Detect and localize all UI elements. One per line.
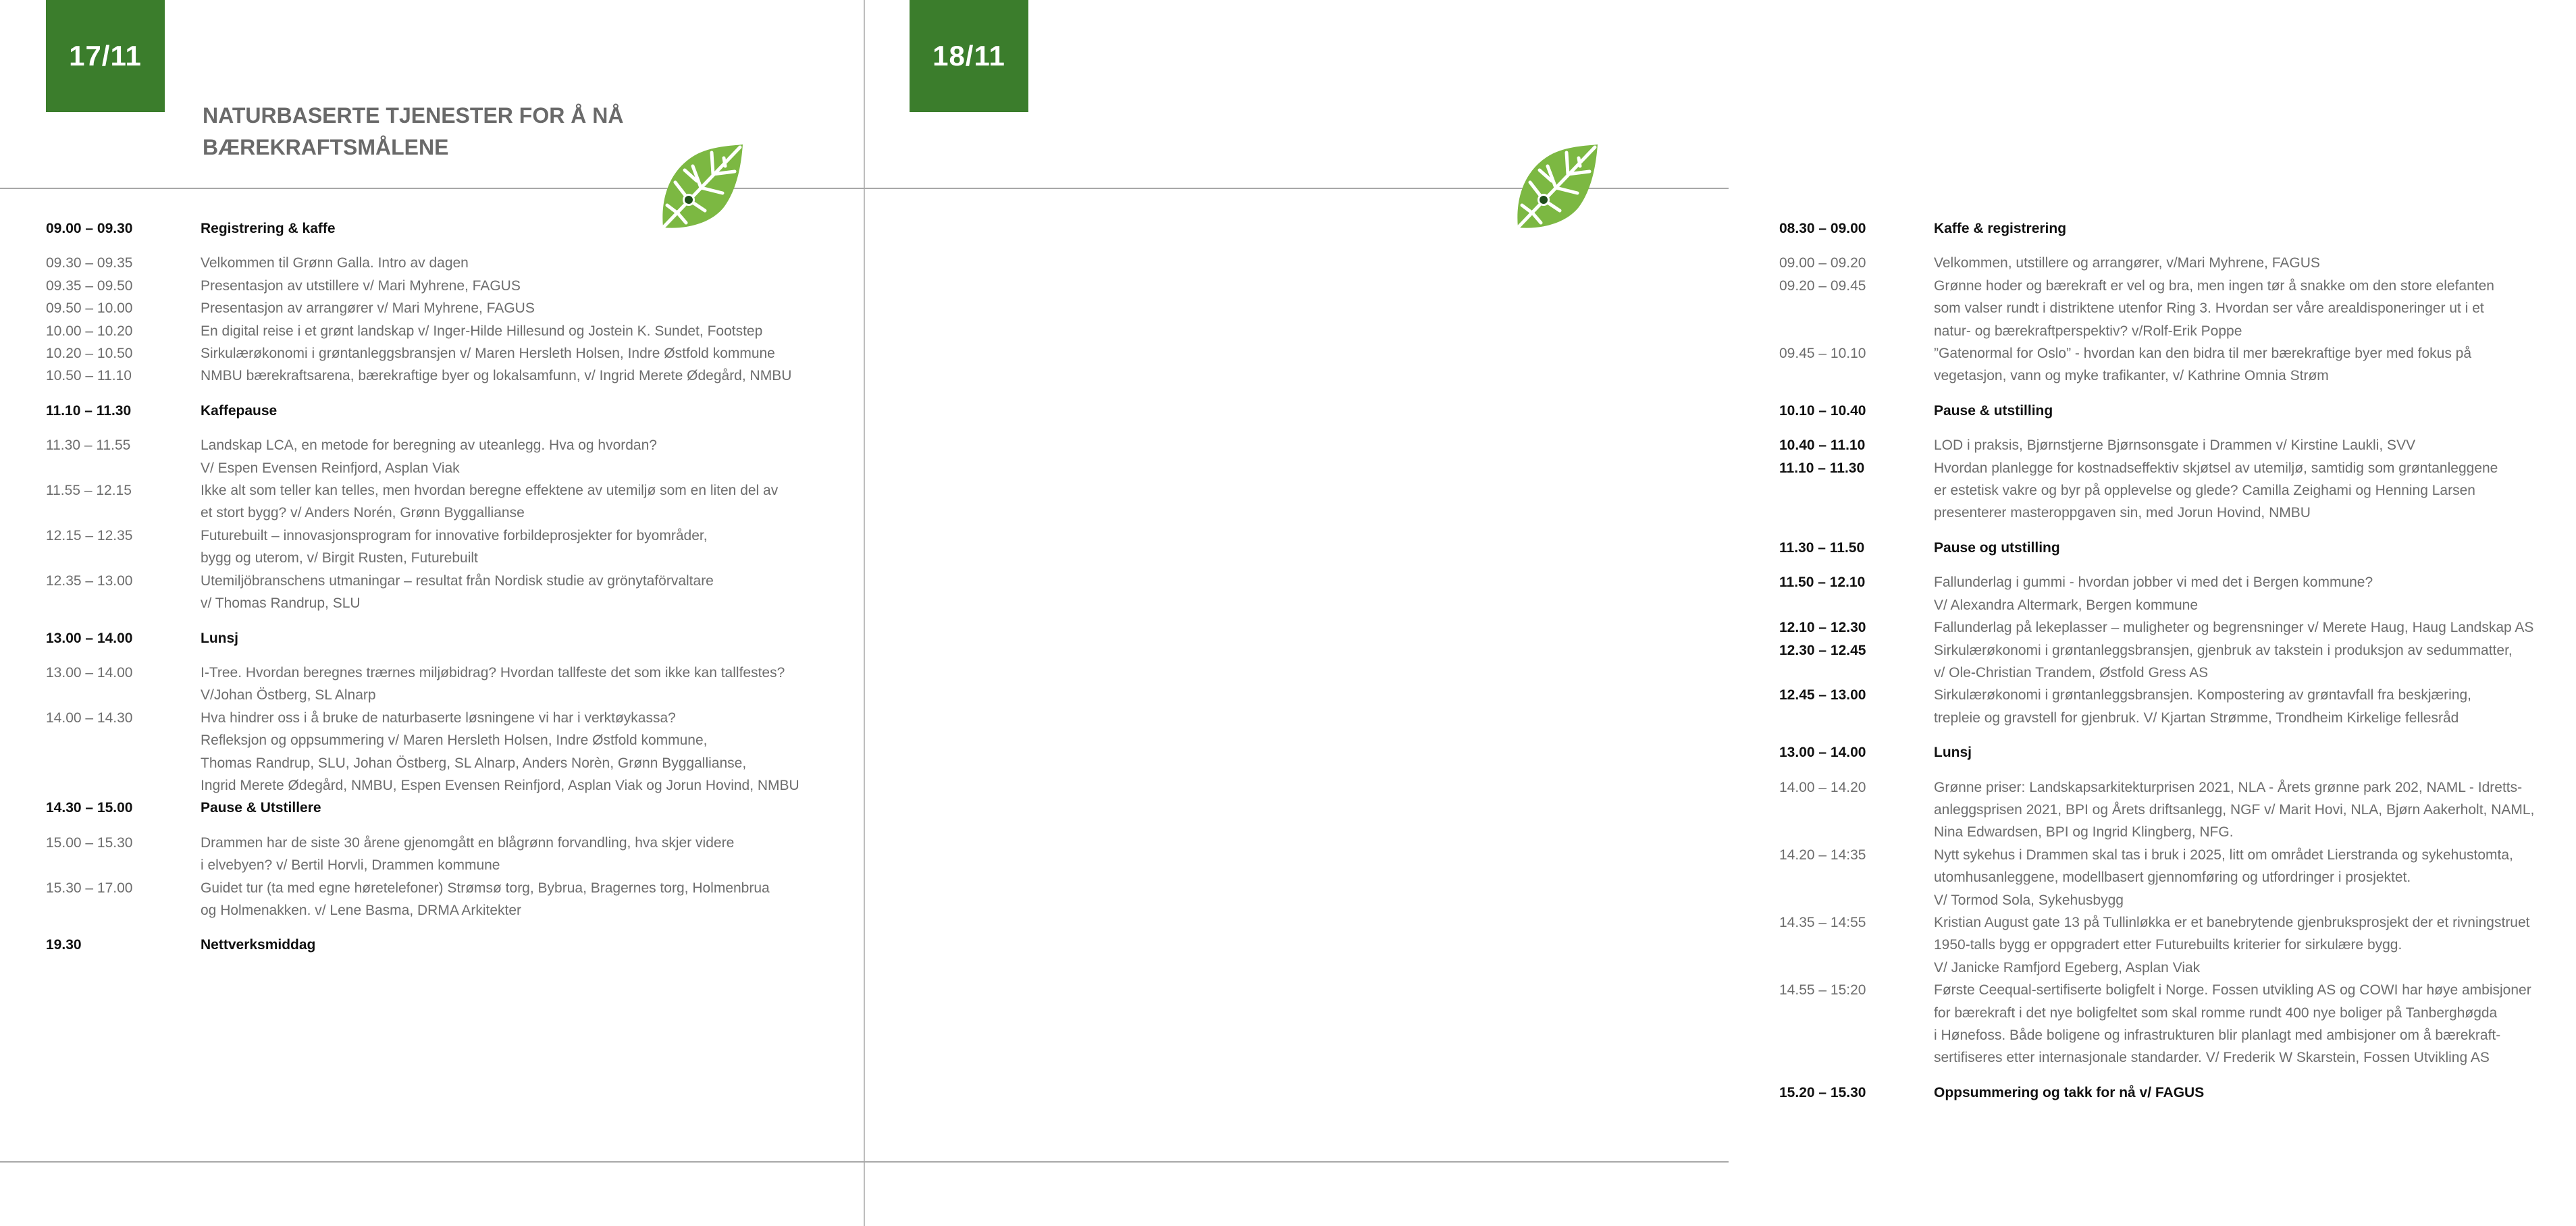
schedule-description — [1934, 434, 2576, 456]
schedule-time: 14.30 – 15.00 — [46, 800, 133, 816]
description-line: En digital reise i et grønt landskap v/ Inger-Hilde Hillesund og Jostein K. Sundet, Footstep — [201, 323, 763, 339]
title-line: NATURBASERTE TJENESTER FOR Å NÅ — [203, 103, 624, 128]
description-line: V/ Espen Evensen Reinfjord, Asplan Viak — [201, 460, 460, 476]
schedule-time: 09.45 – 10.10 — [1779, 346, 1866, 362]
schedule-section-row — [46, 627, 829, 649]
schedule-description — [1934, 684, 2576, 729]
description-line: Sirkulærøkonomi i grøntanleggsbransjen v/ Maren Hersleth Holsen, Indre Østfold kommune — [201, 346, 775, 362]
schedule-row — [46, 434, 829, 479]
schedule-row — [1779, 616, 2576, 639]
schedule-description — [201, 275, 829, 297]
schedule-time: 15.20 – 15.30 — [1779, 1084, 1866, 1100]
schedule-section-row — [1779, 537, 2576, 559]
schedule-row — [46, 320, 829, 342]
description-line: Hva hindrer oss i å bruke de naturbaserte løsningene vi har i verktøykassa? — [201, 710, 676, 726]
description-line: utomhusanleggene, modellbasert gjennomføring og utfordringer i prosjektet. — [1934, 870, 2411, 886]
schedule-time: 09.00 – 09.30 — [46, 221, 133, 236]
schedule-section-row — [1779, 217, 2576, 240]
schedule-time: 11.55 – 12.15 — [46, 483, 132, 499]
schedule-description — [1934, 457, 2576, 525]
schedule-description — [201, 320, 829, 342]
schedule-description — [1934, 616, 2576, 639]
schedule-description — [1934, 741, 2576, 764]
description-line: 1950-talls bygg er oppgradert etter Futurebuilts kriterier for sirkulære bygg. — [1934, 937, 2402, 953]
schedule-row — [46, 662, 829, 707]
schedule-description — [201, 365, 829, 387]
description-line: Velkommen til Grønn Galla. Intro av dagen — [201, 255, 469, 271]
schedule-description — [1934, 979, 2576, 1069]
schedule-row — [46, 342, 829, 365]
schedule-row — [46, 525, 829, 570]
leaf-icon — [1513, 143, 1600, 231]
schedule-description — [201, 525, 829, 570]
schedule-row — [1779, 457, 2576, 525]
schedule-time: 14.55 – 15:20 — [1779, 982, 1866, 998]
schedule-time: 12.30 – 12.45 — [1779, 642, 1866, 658]
schedule-description — [1934, 342, 2576, 388]
description-line: Refleksjon og oppsummering v/ Maren Hersleth Holsen, Indre Østfold kommune, — [201, 732, 708, 749]
schedule-section-row — [46, 934, 829, 956]
leaf-icon — [658, 143, 745, 231]
schedule-row — [46, 252, 829, 274]
date-tab-right: 18/11 — [910, 0, 1028, 112]
description-line: Pause og utstilling — [1934, 539, 2060, 556]
schedule-left — [46, 217, 829, 969]
description-line: Velkommen, utstillere og arrangører, v/Mari Myhrene, FAGUS — [1934, 255, 2320, 271]
description-line: anleggsprisen 2021, BPI og Årets driftsanlegg, NGF v/ Marit Hovi, NLA, Bjørn Aakerholt, NAML, — [1934, 801, 2535, 818]
description-line: Grønne priser: Landskapsarkitekturprisen 2021, NLA - Årets grønne park 202, NAML - Idretts- — [1934, 779, 2523, 795]
schedule-time: 09.20 – 09.45 — [1779, 277, 1866, 294]
description-line: Futurebuilt – innovasjonsprogram for innovative forbildeprosjekter for byområder, — [201, 527, 708, 543]
schedule-time: 14.35 – 14:55 — [1779, 914, 1866, 930]
schedule-time: 12.15 – 12.35 — [46, 527, 133, 543]
schedule-description — [201, 400, 829, 422]
description-line: Kaffe & registrering — [1934, 221, 2067, 236]
schedule-time: 10.40 – 11.10 — [1779, 437, 1866, 454]
schedule-section-row — [46, 797, 829, 819]
schedule-time: 13.00 – 14.00 — [46, 664, 133, 681]
schedule-right — [1779, 217, 2576, 1116]
schedule-description — [201, 297, 829, 319]
schedule-time: 10.10 – 10.40 — [1779, 402, 1866, 419]
description-line: Første Ceequal-sertifiserte boligfelt i Norge. Fossen utvikling AS og COWI har høye ambisjoner — [1934, 982, 2531, 998]
schedule-description — [201, 832, 829, 877]
schedule-description — [1934, 639, 2576, 685]
schedule-time: 11.30 – 11.55 — [46, 437, 131, 454]
schedule-row — [46, 877, 829, 922]
description-line: Fallunderlag på lekeplasser – muligheter og begrensninger v/ Merete Haug, Haug Landskap AS — [1934, 620, 2534, 636]
schedule-description — [1934, 275, 2576, 342]
description-line: Lunsj — [1934, 745, 1972, 761]
schedule-row — [1779, 639, 2576, 685]
schedule-description — [201, 797, 829, 819]
divider-bottom — [864, 1161, 1729, 1163]
schedule-time: 11.10 – 11.30 — [46, 402, 132, 419]
description-line: Drammen har de siste 30 årene gjenomgått en blågrønn forvandling, hva skjer videre — [201, 834, 735, 851]
schedule-description — [1934, 217, 2576, 240]
description-line: Nytt sykehus i Drammen skal tas i bruk i 2025, litt om området Lierstranda og sykehustomta, — [1934, 847, 2513, 863]
description-line: som valser rundt i distriktene utenfor Ring 3. Hvordan ser våre arealdisponeringer ut i et — [1934, 300, 2484, 317]
schedule-row — [46, 479, 829, 525]
description-line: v/ Ole-Christian Trandem, Østfold Gress AS — [1934, 664, 2209, 681]
schedule-time: 09.30 – 09.35 — [46, 255, 133, 271]
description-line: bygg og uterom, v/ Birgit Rusten, Futurebuilt — [201, 550, 478, 566]
schedule-row — [1779, 684, 2576, 729]
schedule-row — [1779, 844, 2576, 911]
description-line: et stort bygg? v/ Anders Norén, Grønn Byggallianse — [201, 505, 525, 521]
description-line: Sirkulærøkonomi i grøntanleggsbransjen, gjenbruk av takstein i produksjon av sedummatter, — [1934, 642, 2513, 658]
description-line: Nina Edwardsen, BPI og Ingrid Klingberg, NFG. — [1934, 824, 2234, 841]
schedule-description — [1934, 537, 2576, 559]
description-line: Guidet tur (ta med egne høretelefoner) Strømsø torg, Bybrua, Bragernes torg, Holmenbrua — [201, 880, 770, 896]
schedule-description — [1934, 252, 2576, 274]
description-line: Utemiljöbranschens utmaningar – resultat från Nordisk studie av grönytaförvaltare — [201, 572, 714, 589]
schedule-time: 09.35 – 09.50 — [46, 277, 133, 294]
divider-bottom — [0, 1161, 864, 1163]
schedule-row — [46, 275, 829, 297]
description-line: Pause & Utstillere — [201, 800, 321, 816]
description-line: V/Johan Östberg, SL Alnarp — [201, 687, 376, 703]
schedule-time: 09.00 – 09.20 — [1779, 255, 1866, 271]
schedule-row — [46, 707, 829, 797]
schedule-row — [1779, 911, 2576, 979]
schedule-time: 15.30 – 17.00 — [46, 880, 133, 896]
description-line: er estetisk vakre og byr på opplevelse og glede? Camilla Zeighami og Henning Larsen — [1934, 483, 2475, 499]
description-line: V/ Tormod Sola, Sykehusbygg — [1934, 892, 2124, 908]
schedule-time: 11.30 – 11.50 — [1779, 539, 1865, 556]
description-line: og Holmenakken. v/ Lene Basma, DRMA Arkitekter — [201, 902, 522, 918]
description-line: v/ Thomas Randrup, SLU — [201, 595, 361, 612]
description-line: Presentasjon av arrangører v/ Mari Myhrene, FAGUS — [201, 300, 535, 317]
schedule-time: 10.00 – 10.20 — [46, 323, 133, 339]
schedule-description — [1934, 571, 2576, 616]
schedule-time: 13.00 – 14.00 — [1779, 745, 1866, 761]
description-line: Oppsummering og takk for nå v/ FAGUS — [1934, 1084, 2205, 1100]
schedule-description — [1934, 844, 2576, 911]
schedule-time: 08.30 – 09.00 — [1779, 221, 1866, 236]
description-line: V/ Janicke Ramfjord Egeberg, Asplan Viak — [1934, 959, 2201, 976]
description-line: Ingrid Merete Ødegård, NMBU, Espen Evensen Reinfjord, Asplan Viak og Jorun Hovind, NMBU — [201, 777, 799, 793]
schedule-time: 19.30 — [46, 937, 82, 953]
schedule-section-row — [1779, 1082, 2576, 1104]
description-line: i Hønefoss. Både boligene og infrastrukturen blir planlagt med ambisjoner om å bærekraft- — [1934, 1028, 2501, 1043]
schedule-description — [201, 479, 829, 525]
description-line: Kaffepause — [201, 402, 278, 419]
description-line: Sirkulærøkonomi i grøntanleggsbransjen. Kompostering av grøntavfall fra beskjæring, — [1934, 687, 2472, 703]
schedule-time: 10.20 – 10.50 — [46, 346, 133, 362]
schedule-description — [201, 434, 829, 479]
schedule-time: 12.35 – 13.00 — [46, 572, 133, 589]
description-line: V/ Alexandra Altermark, Bergen kommune — [1934, 597, 2199, 613]
schedule-row — [1779, 434, 2576, 456]
schedule-time: 11.10 – 11.30 — [1779, 460, 1865, 476]
description-line: Registrering & kaffe — [201, 221, 336, 236]
schedule-section-row — [1779, 400, 2576, 422]
schedule-time: 10.50 – 11.10 — [46, 368, 132, 384]
schedule-time: 15.00 – 15.30 — [46, 834, 133, 851]
schedule-description — [201, 570, 829, 615]
description-line: Hvordan planlegge for kostnadseffektiv skjøtsel av utemiljø, samtidig som grøntanleggene — [1934, 460, 2498, 476]
schedule-row — [46, 297, 829, 319]
schedule-time: 13.00 – 14.00 — [46, 630, 133, 646]
schedule-row — [1779, 342, 2576, 388]
description-line: presenterer masteroppgaven sin, med Jorun Hovind, NMBU — [1934, 505, 2311, 521]
schedule-row — [1779, 252, 2576, 274]
schedule-description — [1934, 776, 2576, 844]
schedule-row — [1779, 776, 2576, 844]
description-line: Kristian August gate 13 på Tullinløkka er et banebrytende gjenbruksprosjekt der et rivningstruet — [1934, 914, 2530, 930]
schedule-time: 12.45 – 13.00 — [1779, 687, 1866, 703]
schedule-description — [1934, 911, 2576, 979]
description-line: Ikke alt som teller kan telles, men hvordan beregne effektene av utemiljø som en liten del av — [201, 483, 779, 499]
schedule-row — [1779, 979, 2576, 1069]
description-line: Presentasjon av utstillere v/ Mari Myhrene, FAGUS — [201, 277, 521, 294]
description-line: NMBU bærekraftsarena, bærekraftige byer og lokalsamfunn, v/ Ingrid Merete Ødegård, NMBU — [201, 368, 792, 384]
description-line: Grønne hoder og bærekraft er vel og bra, men ingen tør å snakke om den store elefanten — [1934, 277, 2494, 294]
description-line: I-Tree. Hvordan beregnes trærnes miljøbidrag? Hvordan tallfeste det som ikke kan tallfestes? — [201, 664, 785, 681]
schedule-row — [1779, 275, 2576, 342]
description-line: Thomas Randrup, SLU, Johan Östberg, SL Alnarp, Anders Norèn, Grønn Byggallianse, — [201, 755, 747, 771]
schedule-time: 14.00 – 14.30 — [46, 710, 133, 726]
schedule-description — [1934, 1082, 2576, 1104]
schedule-description — [1934, 400, 2576, 422]
schedule-time: 14.00 – 14.20 — [1779, 779, 1866, 795]
description-line: sertifiseres etter internasjonale standarder. V/ Frederik W Skarstein, Fossen Utvikling AS — [1934, 1050, 2490, 1066]
description-line: Pause & utstilling — [1934, 402, 2053, 419]
schedule-section-row — [46, 400, 829, 422]
description-line: natur- og bærekraftperspektiv? v/Rolf-Erik Poppe — [1934, 323, 2242, 339]
schedule-description — [201, 342, 829, 365]
description-line: ”Gatenormal for Oslo” - hvordan kan den bidra til mer bærekraftige byer med fokus på — [1934, 346, 2472, 362]
schedule-description — [201, 934, 829, 956]
title-line: BÆREKRAFTSMÅLENE — [203, 135, 449, 159]
description-line: Nettverksmiddag — [201, 937, 316, 953]
description-line: for bærekraft i det nye boligfeltet som skal romme rundt 400 nye boliger på Tanberghøgda — [1934, 1005, 2498, 1021]
schedule-description — [201, 662, 829, 707]
description-line: i elvebyen? v/ Bertil Horvli, Drammen kommune — [201, 857, 500, 874]
description-line: vegetasjon, vann og myke trafikanter, v/ Kathrine Omnia Strøm — [1934, 368, 2329, 384]
description-line: trepleie og gravstell for gjenbruk. V/ Kjartan Strømme, Trondheim Kirkelige fellesråd — [1934, 710, 2459, 726]
schedule-row — [46, 570, 829, 615]
schedule-time: 14.20 – 14:35 — [1779, 847, 1866, 863]
schedule-time: 12.10 – 12.30 — [1779, 620, 1866, 636]
schedule-row — [46, 832, 829, 877]
schedule-description — [201, 707, 829, 797]
page-title — [203, 100, 689, 163]
date-tab-left: 17/11 — [46, 0, 165, 112]
description-line: Landskap LCA, en metode for beregning av uteanlegg. Hva og hvordan? — [201, 437, 657, 454]
description-line: Fallunderlag i gummi - hvordan jobber vi med det i Bergen kommune? — [1934, 575, 2373, 591]
schedule-description — [201, 252, 829, 274]
schedule-time: 11.50 – 12.10 — [1779, 575, 1866, 591]
schedule-description — [201, 627, 829, 649]
description-line: Lunsj — [201, 630, 238, 646]
description-line: LOD i praksis, Bjørnstjerne Bjørnsonsgate i Drammen v/ Kirstine Laukli, SVV — [1934, 437, 2416, 454]
schedule-row — [1779, 571, 2576, 616]
schedule-description — [201, 877, 829, 922]
schedule-time: 09.50 – 10.00 — [46, 300, 133, 317]
schedule-section-row — [1779, 741, 2576, 764]
schedule-row — [46, 365, 829, 387]
